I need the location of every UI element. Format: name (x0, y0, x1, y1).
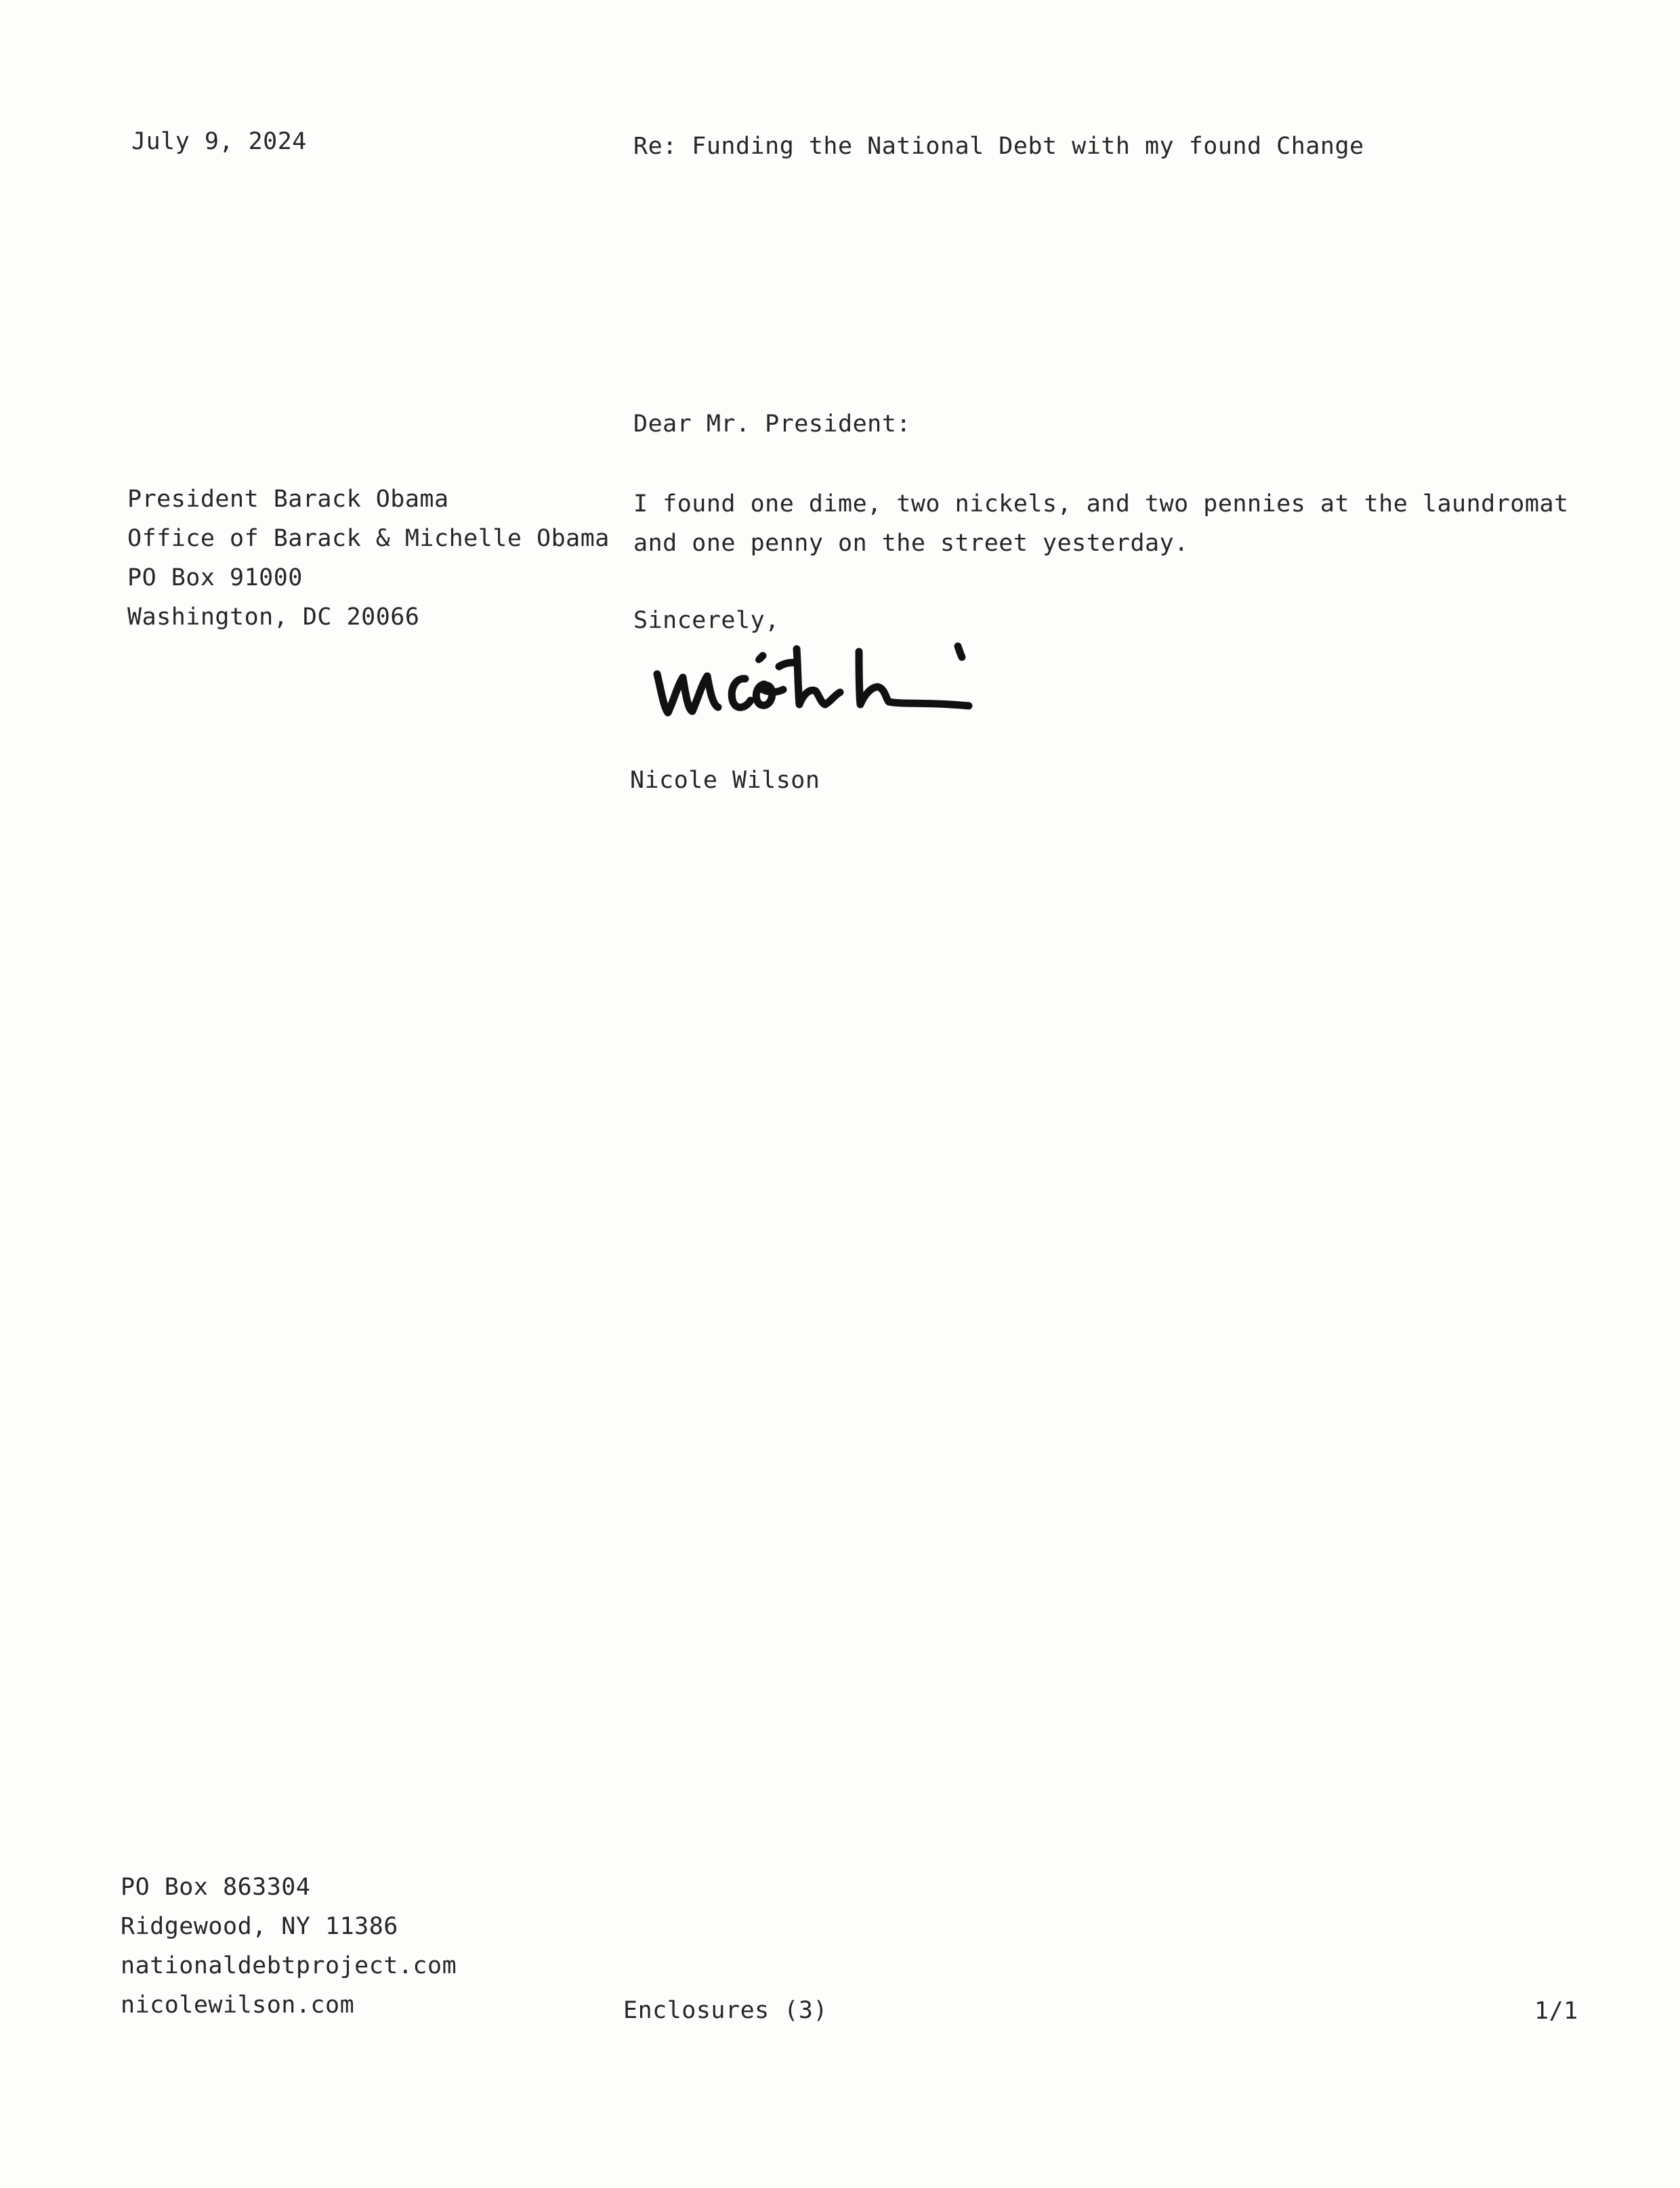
sender-website: nicolewilson.com (121, 1992, 355, 2019)
sender-line: Ridgewood, NY 11386 (121, 1913, 398, 1940)
closing: Sincerely, (633, 607, 780, 634)
signature-image (644, 637, 1023, 732)
letter-body (633, 484, 1569, 563)
letter-subject: Re: Funding the National Debt with my found Change (633, 133, 1364, 160)
recipient-line: Washington, DC 20066 (127, 604, 420, 631)
sender-address (121, 1868, 457, 2025)
sender-line: PO Box 863304 (121, 1874, 311, 1901)
sender-website: nationaldebtproject.com (121, 1952, 457, 1979)
body-line: and one penny on the street yesterday. (633, 530, 1189, 557)
recipient-line: President Barack Obama (127, 486, 449, 513)
body-line: I found one dime, two nickels, and two pennies at the laundromat (633, 490, 1569, 518)
recipient-line: PO Box 91000 (127, 564, 303, 591)
signer-name: Nicole Wilson (630, 767, 820, 794)
enclosures-note: Enclosures (3) (623, 1997, 828, 2024)
page-number: 1/1 (1534, 1998, 1578, 2025)
letter-date: July 9, 2024 (131, 128, 307, 155)
recipient-address (127, 480, 610, 637)
recipient-line: Office of Barack & Michelle Obama (127, 525, 610, 552)
salutation: Dear Mr. President: (633, 411, 911, 438)
